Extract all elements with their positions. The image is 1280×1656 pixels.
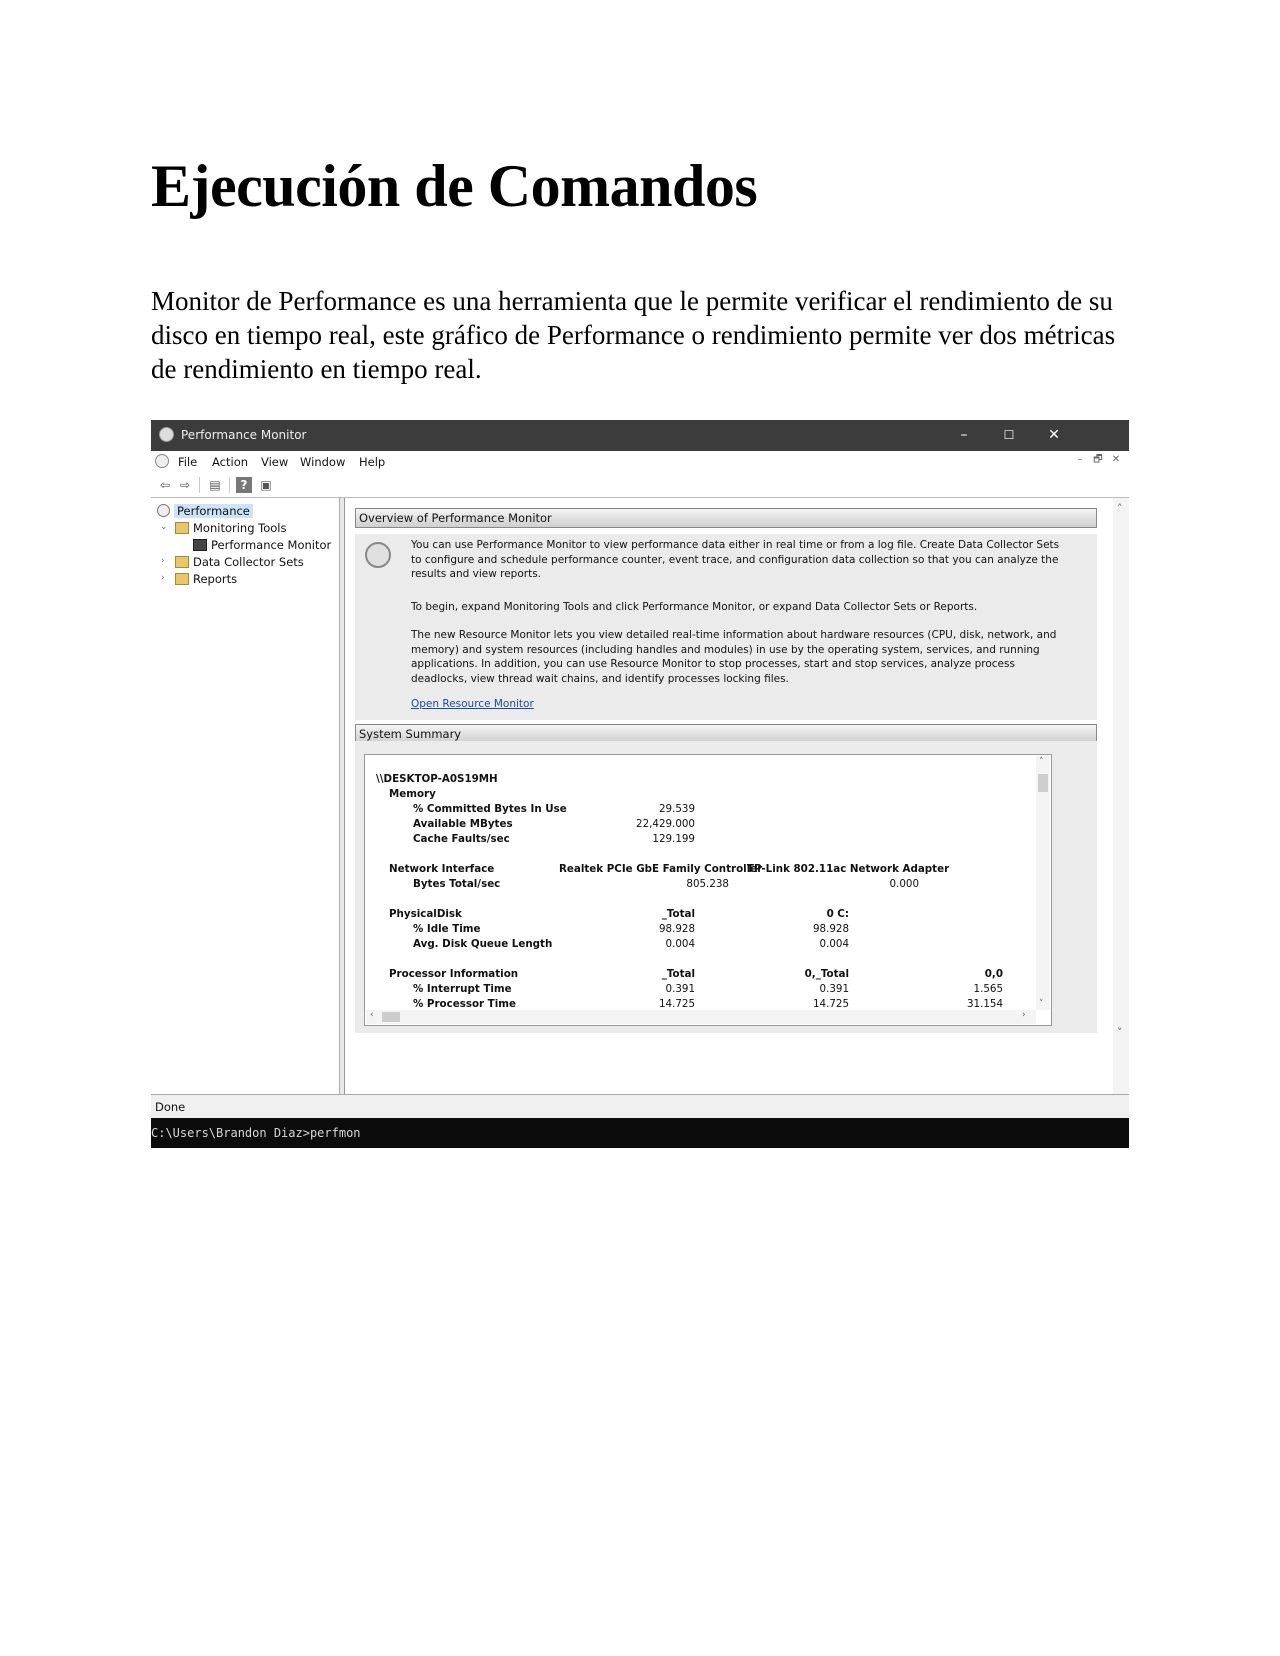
- system-summary-header: System Summary: [355, 724, 1097, 744]
- screenshot-figure: [151, 420, 1129, 1148]
- folder-icon: [175, 573, 189, 585]
- mdi-minimize-button[interactable]: –: [1077, 454, 1083, 465]
- physical-disk-label: PhysicalDisk: [389, 908, 462, 920]
- system-summary-panel: [355, 741, 1097, 1033]
- interrupt-time-total: 0.391: [665, 983, 695, 995]
- content-pane: [345, 498, 1129, 1094]
- toolbar: [151, 473, 1129, 498]
- idle-time-total: 98.928: [658, 923, 695, 935]
- committed-bytes-value: 29.539: [658, 803, 695, 815]
- network-interface-label: Network Interface: [389, 863, 495, 875]
- window-titlebar[interactable]: [151, 420, 1129, 451]
- collapse-chevron-icon[interactable]: ›: [161, 556, 165, 566]
- tree-item-data-collector-sets[interactable]: Data Collector Sets: [175, 555, 304, 569]
- disk-col-total: _Total: [661, 908, 695, 920]
- performance-icon: [157, 504, 170, 517]
- machine-name: \\DESKTOP-A0S19MH: [376, 773, 498, 785]
- vertical-scroll-thumb[interactable]: [1038, 774, 1048, 792]
- performance-monitor-icon: [365, 542, 391, 568]
- tree-item-performance[interactable]: Performance: [157, 504, 253, 518]
- close-button[interactable]: ✕: [1048, 427, 1060, 443]
- menu-window[interactable]: Window: [300, 455, 346, 469]
- overview-paragraph-2: To begin, expand Monitoring Tools and click Performance Monitor, or expand Data Collector Sets or Reports.: [411, 601, 978, 613]
- horizontal-scroll-thumb[interactable]: [382, 1012, 400, 1022]
- memory-label: Memory: [389, 788, 436, 800]
- scroll-down-icon[interactable]: ˅: [1039, 999, 1044, 1009]
- interrupt-time-0-total: 0.391: [819, 983, 849, 995]
- bytes-total-value-2: 0.000: [889, 878, 919, 890]
- cache-faults-value: 129.199: [652, 833, 695, 845]
- network-adapter-1: Realtek PCIe GbE Family Controller: [559, 863, 763, 875]
- menu-bar: [151, 451, 1129, 474]
- chart-icon: [193, 539, 207, 551]
- menu-file[interactable]: File: [178, 455, 198, 469]
- document-paragraph: Monitor de Performance es una herramienta que le permite verificar el rendimiento de su disco en tiempo real, este gráfico de Performance o rendimiento permite ver dos métricas de rendimiento en tiempo real.: [151, 286, 1116, 384]
- show-hide-tree-icon[interactable]: ▤: [209, 478, 221, 492]
- processor-information-label: Processor Information: [389, 968, 519, 980]
- status-bar: [151, 1094, 1129, 1119]
- available-mbytes-label: Available MBytes: [413, 818, 513, 830]
- network-adapter-2: TP-Link 802.11ac Network Adapter: [747, 863, 950, 875]
- processor-col-total: _Total: [661, 968, 695, 980]
- summary-vertical-scrollbar[interactable]: [1036, 756, 1050, 1010]
- collapse-chevron-icon[interactable]: ›: [161, 573, 165, 583]
- folder-icon: [175, 556, 189, 568]
- processor-time-0-total: 14.725: [812, 998, 849, 1010]
- content-vertical-scrollbar[interactable]: [1113, 498, 1129, 1094]
- open-resource-monitor-link[interactable]: Open Resource Monitor: [411, 698, 534, 710]
- processor-time-label: % Processor Time: [413, 998, 516, 1010]
- committed-bytes-label: % Committed Bytes In Use: [413, 803, 567, 815]
- minimize-button[interactable]: –: [960, 427, 968, 443]
- toolbar-separator: [199, 477, 200, 493]
- processor-col-0-0: 0,0: [984, 968, 1003, 980]
- disk-queue-label: Avg. Disk Queue Length: [413, 938, 553, 950]
- document-title: Ejecución de Comandos: [151, 153, 758, 219]
- summary-horizontal-scrollbar[interactable]: [366, 1010, 1036, 1024]
- overview-header: Overview of Performance Monitor: [355, 508, 1097, 528]
- performance-monitor-icon: [159, 427, 174, 442]
- available-mbytes-value: 22,429.000: [636, 818, 695, 830]
- help-icon[interactable]: ?: [236, 477, 252, 493]
- maximize-button[interactable]: ☐: [1003, 428, 1015, 442]
- system-summary-list: [364, 754, 1052, 1026]
- mdi-restore-button[interactable]: 🗗: [1093, 454, 1103, 465]
- interrupt-time-0-0: 1.565: [973, 983, 1003, 995]
- navigation-tree: [151, 498, 340, 1094]
- tree-item-monitoring-tools[interactable]: Monitoring Tools: [175, 521, 286, 535]
- tree-item-performance-monitor[interactable]: Performance Monitor: [193, 538, 331, 552]
- processor-col-0-total: 0,_Total: [804, 968, 849, 980]
- idle-time-label: % Idle Time: [413, 923, 481, 935]
- overview-paragraph-1: You can use Performance Monitor to view performance data either in real time or from a log file. Create Data Collector Sets to configure and schedule performance counter, event trace, and configuration data collection so that you can analyze the results and view reports.: [411, 539, 1060, 580]
- overview-panel: [355, 534, 1097, 720]
- scroll-up-icon[interactable]: ˄: [1039, 757, 1044, 767]
- scroll-up-icon[interactable]: ˄: [1117, 502, 1123, 515]
- window-title: Performance Monitor: [181, 428, 307, 442]
- bytes-total-value-1: 805.238: [686, 878, 729, 890]
- overview-paragraph-3: The new Resource Monitor lets you view detailed real-time information about hardware resources (CPU, disk, network, and memory) and system resources (including handles and modules) in use by the operating system, services, and running applications. In addition, you can use Resource Monitor to stop processes, start and stop services, analyze process deadlocks, view thread wait chains, and identify processes locking files.: [411, 629, 1057, 685]
- scroll-down-icon[interactable]: ˅: [1117, 1026, 1123, 1039]
- folder-icon: [175, 522, 189, 534]
- idle-time-c: 98.928: [812, 923, 849, 935]
- back-arrow-icon[interactable]: ⇦: [159, 478, 171, 492]
- scroll-left-icon[interactable]: ‹: [370, 1010, 374, 1020]
- menu-action[interactable]: Action: [212, 455, 249, 469]
- status-text: Done: [155, 1100, 186, 1114]
- cache-faults-label: Cache Faults/sec: [413, 833, 510, 845]
- console-icon[interactable]: ▣: [260, 478, 272, 492]
- command-prompt-line: C:\Users\Brandon Diaz>perfmon: [151, 1118, 1129, 1148]
- processor-time-0-0: 31.154: [966, 998, 1003, 1010]
- toolbar-separator: [229, 477, 230, 493]
- scroll-right-icon[interactable]: ›: [1022, 1010, 1026, 1020]
- mdi-close-button[interactable]: ✕: [1111, 454, 1121, 465]
- disk-col-c: 0 C:: [826, 908, 849, 920]
- menu-view[interactable]: View: [261, 455, 289, 469]
- disk-queue-c: 0.004: [819, 938, 849, 950]
- menu-help[interactable]: Help: [359, 455, 386, 469]
- bytes-total-label: Bytes Total/sec: [413, 878, 501, 890]
- interrupt-time-label: % Interrupt Time: [413, 983, 512, 995]
- document-menu-icon[interactable]: [155, 454, 169, 468]
- disk-queue-total: 0.004: [665, 938, 695, 950]
- expand-chevron-icon[interactable]: ⌄: [160, 522, 168, 532]
- forward-arrow-icon[interactable]: ⇨: [179, 478, 191, 492]
- processor-time-total: 14.725: [658, 998, 695, 1010]
- tree-item-reports[interactable]: Reports: [175, 572, 237, 586]
